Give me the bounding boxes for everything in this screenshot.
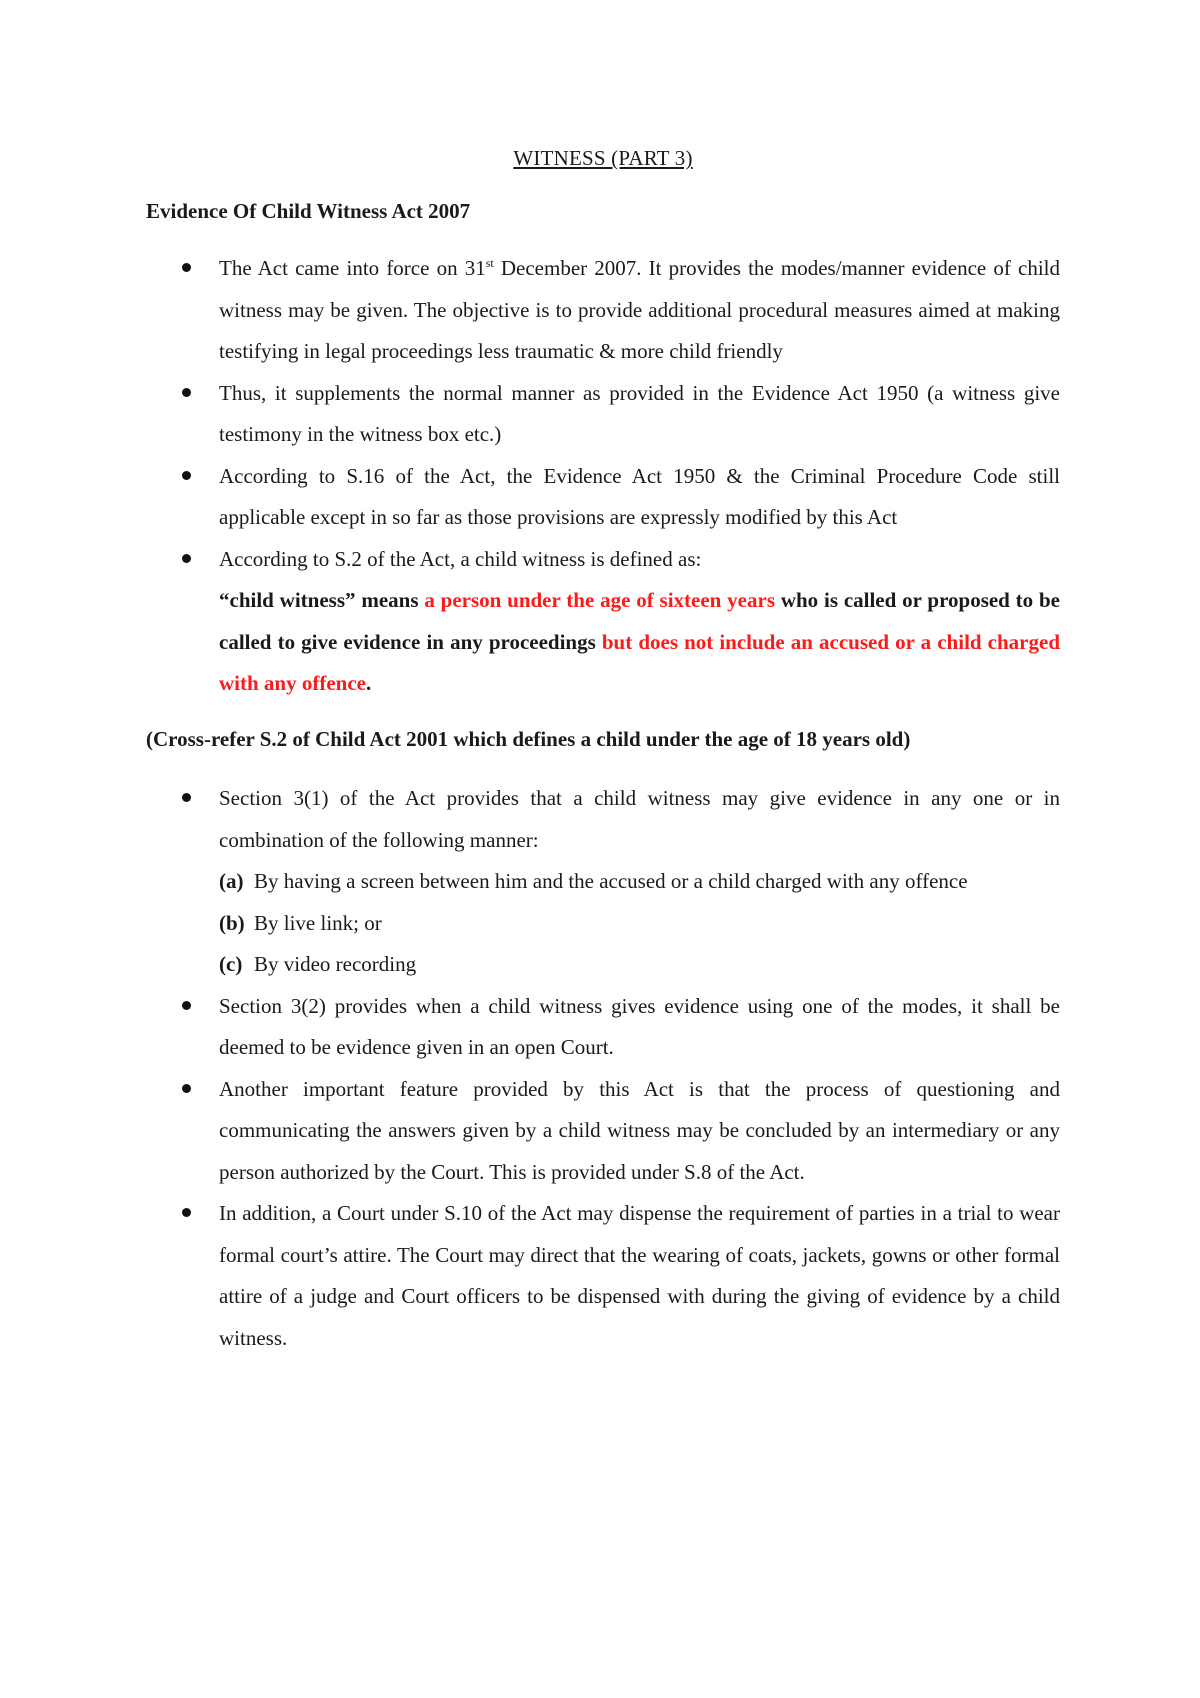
item-text: Section 3(2) provides when a child witness gives evidence using one of the modes, it shall be deemed to be evidence given in an open Court.	[219, 993, 1060, 1059]
list-item	[146, 1193, 1060, 1359]
item-text: According to S.16 of the Act, the Evidence Act 1950 & the Criminal Procedure Code still applicable except in so far as those provisions are expressly modified by this Act	[219, 463, 1060, 529]
section-heading: Evidence Of Child Witness Act 2007	[146, 199, 471, 223]
option-marker: (a)	[219, 869, 244, 893]
item-text: The Act came into force on 31	[219, 256, 486, 280]
definition-highlight-exclusion: but does not include an accused or a child charged with any offence	[219, 629, 1060, 695]
list-item	[146, 1069, 1060, 1194]
item-text: In addition, a Court under S.10 of the Act may dispense the requirement of parties in a trial to wear formal court’s attire. The Court may direct that the wearing of coats, jackets, gowns or other formal attire of a judge and Court officers to be dispensed with during the giving of evidence by a child witness.	[219, 1201, 1060, 1350]
bullet-icon	[182, 1084, 191, 1093]
definition-body: who is called or proposed to be called to give evidence in any proceedings	[219, 588, 1060, 654]
bullet-icon	[182, 1001, 191, 1010]
list-item	[146, 986, 1060, 1069]
item-text: Thus, it supplements the normal manner as provided in the Evidence Act 1950 (a witness give testimony in the witness box etc.)	[219, 380, 1060, 446]
manner-options-list	[219, 861, 1060, 986]
bullet-icon	[182, 793, 191, 802]
page-title: WITNESS (PART 3)	[513, 146, 693, 170]
item-text-cont: December 2007. It provides the modes/manner evidence of child witness may be given. The objective is to provide additional procedural measures aimed at making testifying in legal proceedings less traumatic & more child friendly	[219, 256, 1061, 363]
list-item	[146, 248, 1060, 373]
bullet-icon	[182, 263, 191, 272]
definition-quote	[219, 580, 1060, 705]
option-item	[219, 861, 1060, 903]
item-text: According to S.2 of the Act, a child witness is defined as:	[219, 546, 702, 571]
option-marker: (c)	[219, 952, 243, 976]
definition-highlight-age: a person under the age of sixteen years	[424, 588, 775, 612]
list-item	[146, 456, 1060, 539]
bullet-icon	[182, 471, 191, 480]
ordinal-suffix: st	[485, 256, 494, 270]
list-item	[146, 373, 1060, 456]
definition-end: .	[365, 671, 372, 695]
option-text: By video recording	[254, 952, 417, 976]
bullet-list-1	[146, 248, 1060, 705]
option-text: By live link; or	[254, 910, 382, 935]
bullet-icon	[182, 1208, 191, 1217]
definition-term: “child witness” means	[219, 588, 425, 612]
option-marker: (b)	[219, 910, 245, 935]
bullet-list-2	[146, 778, 1060, 1359]
list-item	[146, 778, 1060, 986]
option-text: By having a screen between him and the accused or a child charged with any offence	[254, 869, 968, 893]
option-item	[219, 903, 1060, 945]
item-text: Section 3(1) of the Act provides that a child witness may give evidence in any one or in combination of the following manner:	[219, 786, 1060, 852]
bullet-icon	[182, 388, 191, 397]
option-item	[219, 944, 1060, 986]
bullet-icon	[182, 554, 191, 563]
list-item	[146, 539, 1060, 705]
cross-reference-note: (Cross-refer S.2 of Child Act 2001 which defines a child under the age of 18 years old)	[146, 726, 911, 751]
item-text: Another important feature provided by this Act is that the process of questioning and communicating the answers given by a child witness may be concluded by an intermediary or any person authorized by the Court. This is provided under S.8 of the Act.	[219, 1076, 1060, 1184]
